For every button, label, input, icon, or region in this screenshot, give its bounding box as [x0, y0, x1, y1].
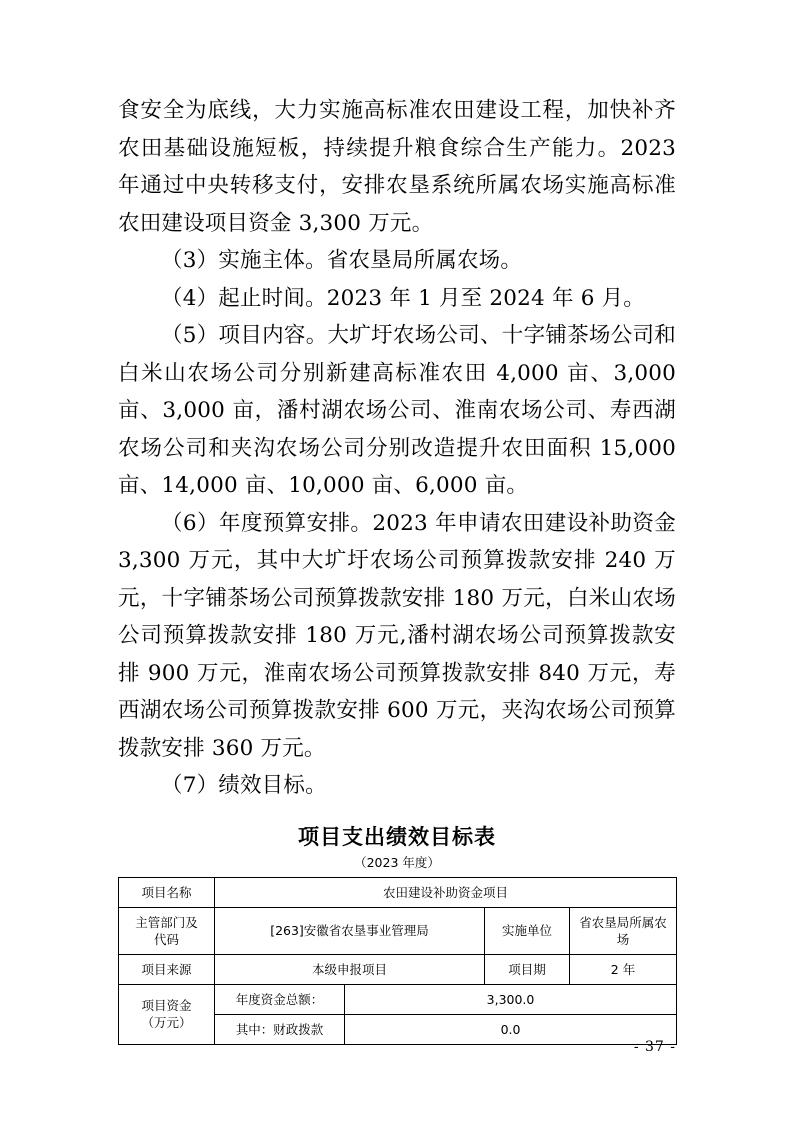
cell-project-period-value: 2 年	[570, 954, 677, 984]
cell-department-value: [263]安徽省农垦事业管理局	[215, 907, 485, 954]
table-row	[119, 984, 677, 1014]
paragraph-time-range: （4）起止时间。2023 年 1 月至 2024 年 6 月。	[161, 285, 646, 311]
document-body	[118, 92, 676, 805]
paragraph-performance-goal: （7）绩效目标。	[161, 773, 327, 798]
table-row	[119, 877, 677, 907]
cell-annual-total-label: 年度资金总额：	[215, 984, 345, 1014]
cell-project-funds-label	[119, 984, 215, 1044]
table-title: 项目支出绩效目标表	[298, 823, 496, 849]
funds-label-line1: 项目资金 （万元）	[141, 998, 192, 1030]
cell-project-name-label: 项目名称	[119, 877, 215, 907]
cell-department-label: 主管部门及 代码	[119, 907, 215, 954]
cell-project-source-label: 项目来源	[119, 954, 215, 984]
paragraph-project-content: （5）项目内容。大圹圩农场公司、十字铺茶场公司和白米山农场公司分别新建高标准农田 4,000 亩、3,000 亩、3,000 亩，潘村湖农场公司、淮南农场公司、寿西湖农场公司和夹沟农场公司分别改造提升农田面积 15,000 亩、14,000 亩、10,000 亩、6,000 亩。	[118, 323, 676, 498]
cell-annual-total-amount: 3,300.0	[345, 984, 677, 1014]
cell-implementing-unit-value: 省农垦局所属农场	[570, 907, 677, 954]
table-row	[119, 907, 677, 954]
cell-project-name-value: 农田建设补助资金项目	[215, 877, 677, 907]
cell-implementing-unit-label: 实施单位	[485, 907, 570, 954]
cell-fiscal-appropriation-label: 其中：财政拨款	[215, 1014, 345, 1044]
paragraph-continuation: 食安全为底线，大力实施高标准农田建设工程，加快补齐农田基础设施短板，持续提升粮食综合生产能力。2023 年通过中央转移支付，安排农垦系统所属农场实施高标准农田建设项目资金 3,300 万元。	[118, 98, 676, 236]
cell-project-period-label: 项目期	[485, 954, 570, 984]
page-number: - 37 -	[633, 1039, 676, 1055]
table-subtitle: （2023 年度）	[354, 854, 440, 870]
performance-goal-table	[118, 877, 677, 1045]
paragraph-implementation-body: （3）实施主体。省农垦局所属农场。	[161, 248, 523, 273]
table-row	[119, 954, 677, 984]
paragraph-annual-budget: （6）年度预算安排。2023 年申请农田建设补助资金 3,300 万元，其中大圹圩农场公司预算拨款安排 240 万元，十字铺茶场公司预算拨款安排 180 万元，白米山农场公司预算拨款安排 180 万元,潘村湖农场公司预算拨款安排 900 万元，淮南农场公司预算拨款安排 840 万元，寿西湖农场公司预算拨款安排 600 万元，夹沟农场公司预算拨款安排 360 万元。	[118, 510, 676, 761]
cell-fiscal-appropriation-amount: 0.0	[345, 1014, 677, 1044]
cell-project-source-value: 本级申报项目	[215, 954, 485, 984]
